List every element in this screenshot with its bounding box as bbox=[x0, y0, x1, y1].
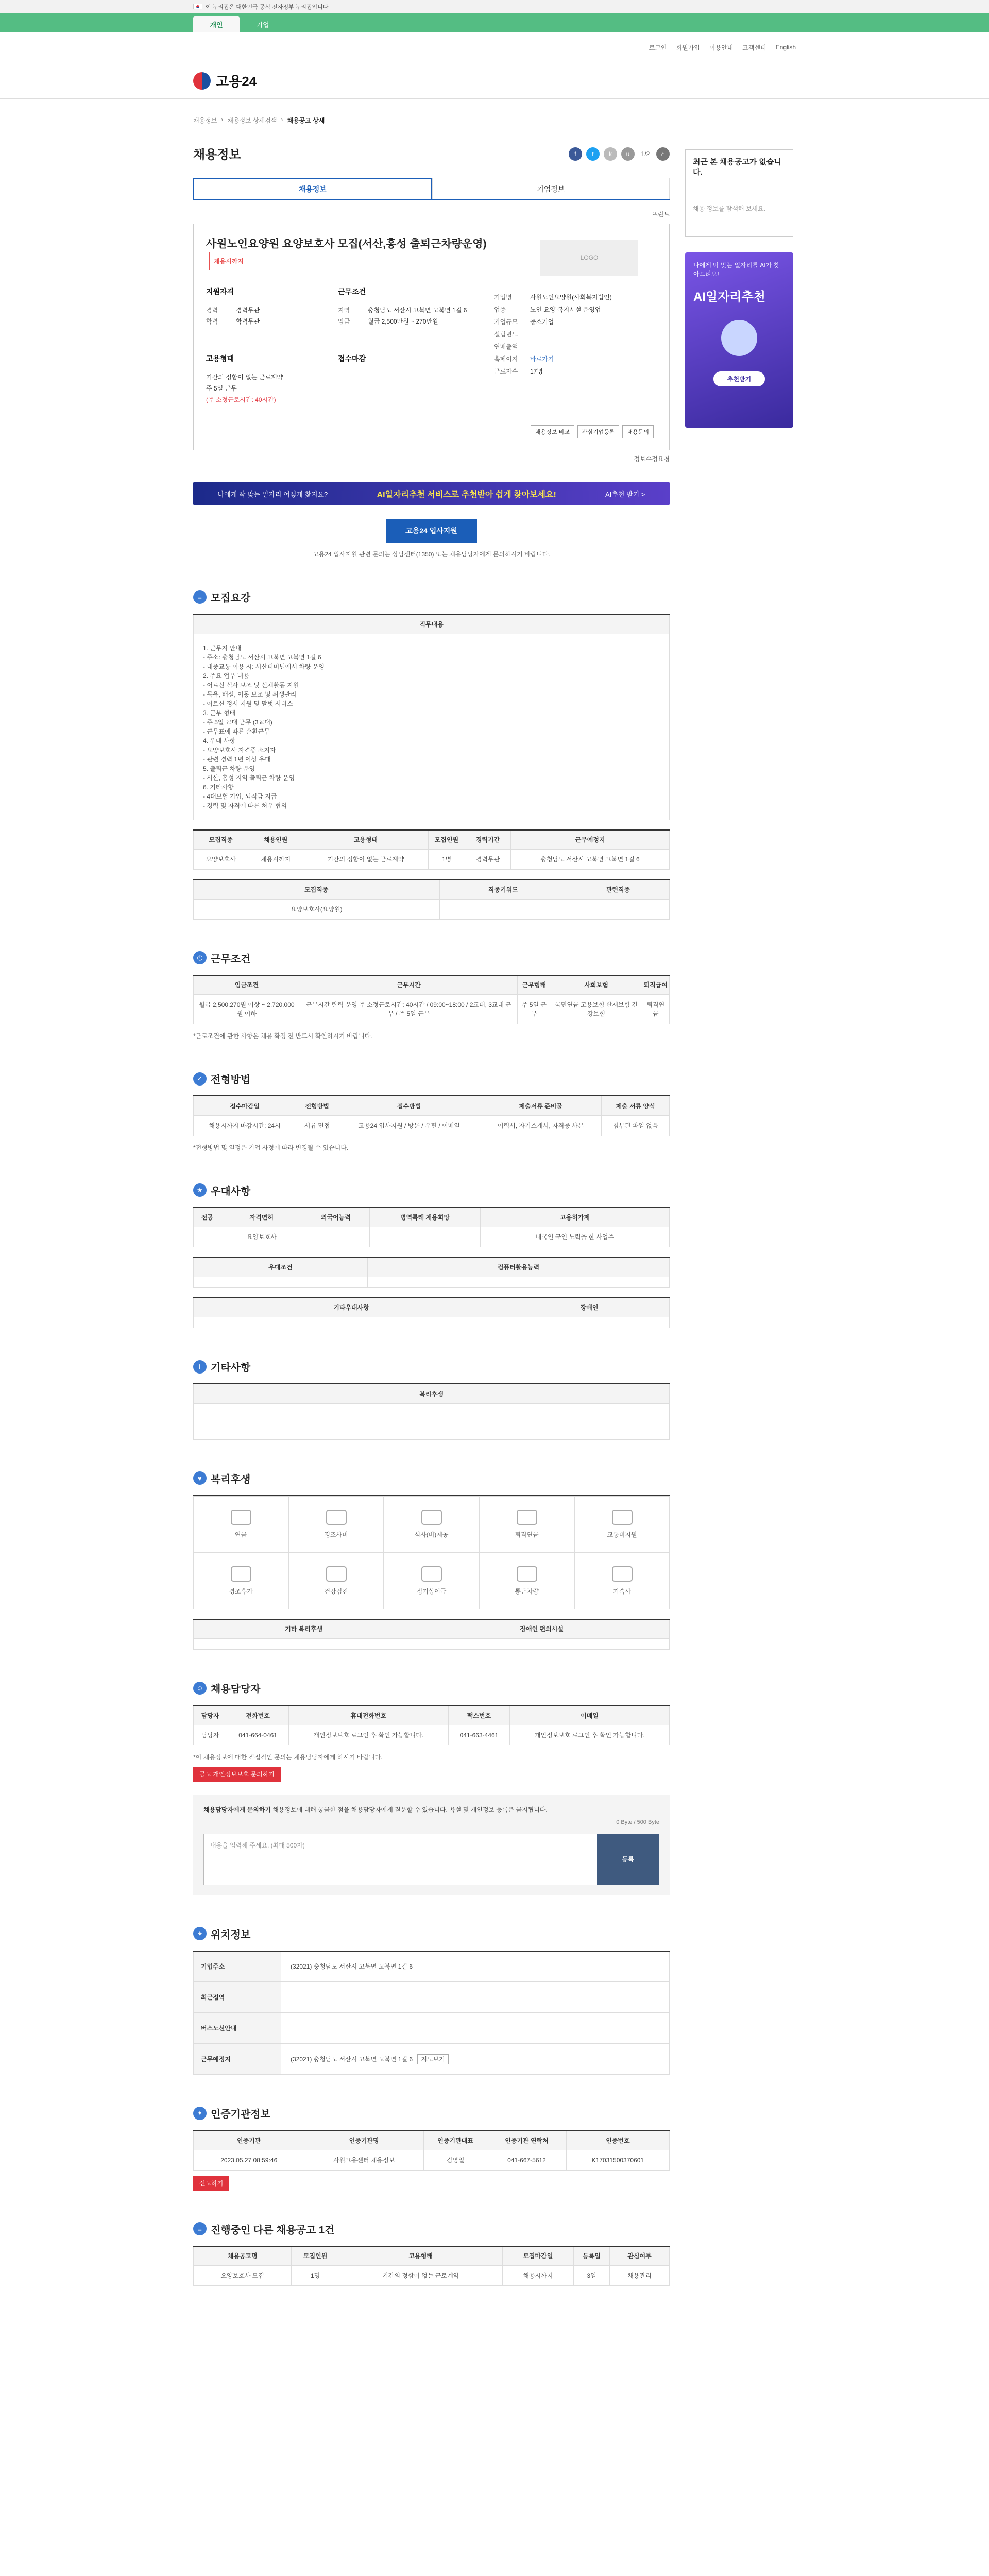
founded-label: 설립년도 bbox=[494, 331, 518, 338]
welfare-icon bbox=[421, 1510, 442, 1525]
tab-company[interactable]: 기업 bbox=[256, 21, 269, 29]
privacy-report-button[interactable]: 공고 개인정보보호 문의하기 bbox=[193, 1767, 281, 1782]
cert-col-2: 인증기관대표 bbox=[423, 2130, 487, 2150]
other-col-2: 고용형태 bbox=[339, 2246, 502, 2266]
korea-flag-icon bbox=[193, 4, 202, 9]
process-col-1: 전형방법 bbox=[296, 1096, 338, 1115]
other-jobs-table bbox=[193, 2246, 670, 2286]
loc-station-value bbox=[281, 1982, 670, 2013]
card-actions bbox=[531, 425, 654, 438]
job-title: 사원노인요양원 요양보호사 모집(서산,홍성 출퇴근차량운영) bbox=[206, 238, 487, 250]
pref3-col-0: 기타우대사항 bbox=[194, 1298, 509, 1317]
welfare-icon bbox=[612, 1566, 633, 1582]
keyword-cell-1 bbox=[439, 899, 567, 919]
recruit-cell-2: 기간의 정함이 없는 근로계약 bbox=[303, 850, 428, 870]
section-recruit-title: 모집요강 bbox=[211, 592, 251, 604]
req-edu-label: 학력 bbox=[206, 318, 218, 325]
pref2-col-1: 컴퓨터활용능력 bbox=[367, 1257, 669, 1277]
welfare-icon bbox=[517, 1566, 537, 1582]
section-preference-title: 우대사항 bbox=[211, 1185, 251, 1197]
welfare-icon bbox=[517, 1510, 537, 1525]
banner-text-a: 나에게 딱 맞는 일자리 어떻게 찾지요? bbox=[217, 490, 328, 498]
process-col-4: 제출 서류 양식 bbox=[602, 1096, 670, 1115]
welfare-item bbox=[193, 1496, 288, 1553]
recruit-col-0: 모집직종 bbox=[194, 830, 248, 850]
cert-col-0: 인증기관 bbox=[194, 2130, 304, 2150]
pin-icon: ⌖ bbox=[193, 1927, 207, 1940]
job-description-table bbox=[193, 614, 670, 820]
keyword-cell-0: 요양보호사(요양원) bbox=[194, 899, 440, 919]
qna-title: 채용담당자에게 문의하기 bbox=[203, 1806, 271, 1814]
process-cell-2: 고용24 입사지원 / 방문 / 우편 / 이메일 bbox=[338, 1115, 480, 1136]
welfare-item bbox=[384, 1496, 479, 1553]
cert-col-1: 인증기관명 bbox=[304, 2130, 423, 2150]
other-cell-1: 1명 bbox=[292, 2266, 339, 2286]
company-name-label: 기업명 bbox=[494, 294, 512, 301]
company-name-value: 사원노인요양원(사회복지법인) bbox=[530, 294, 612, 301]
qna-textarea[interactable]: 내용을 입력해 주세요. (최대 500자) bbox=[210, 1841, 305, 1849]
welfare-item bbox=[193, 1553, 288, 1609]
welfare-icon bbox=[326, 1566, 347, 1582]
contact-cell-3: 041-663-4461 bbox=[448, 1725, 510, 1745]
section-etc bbox=[193, 1359, 670, 1374]
print-button[interactable]: 프린트 bbox=[652, 211, 670, 218]
process-cell-1: 서류 면접 bbox=[296, 1115, 338, 1136]
contact-col-4: 이메일 bbox=[510, 1705, 670, 1725]
cond-area-label: 지역 bbox=[338, 307, 350, 314]
cond-col-4: 퇴직급여 bbox=[642, 975, 669, 995]
section-location-title: 위치정보 bbox=[211, 1929, 251, 1941]
welfare-extra-table bbox=[193, 1619, 670, 1650]
detail-tabs bbox=[193, 178, 670, 200]
other-cell-2: 기간의 정함이 없는 근로계약 bbox=[339, 2266, 502, 2286]
welfare-icon bbox=[612, 1510, 633, 1525]
job-desc-line: 2. 주요 업무 내용 bbox=[203, 672, 249, 680]
banner-cta[interactable]: AI추천 받기 > bbox=[605, 490, 645, 498]
welfare-cell-1 bbox=[414, 1639, 670, 1650]
ai-banner[interactable] bbox=[193, 482, 670, 505]
list-icon: ≡ bbox=[193, 2222, 207, 2235]
job-summary-card bbox=[193, 224, 670, 450]
welfare-grid bbox=[193, 1495, 670, 1609]
loc-work-value: (32021) 충청남도 서산시 고북면 고북면 1길 6 bbox=[291, 2055, 413, 2063]
heart-icon: ♥ bbox=[193, 1471, 207, 1485]
site-header bbox=[0, 63, 989, 99]
qna-input-wrap bbox=[203, 1834, 659, 1885]
recruit-cell-3: 1명 bbox=[428, 850, 465, 870]
welfare-label: 교통비지원 bbox=[607, 1531, 637, 1538]
welfare-item bbox=[288, 1496, 384, 1553]
contact-cell-0: 담당자 bbox=[194, 1725, 227, 1745]
recent-jobs-box bbox=[685, 149, 793, 237]
preference-table-2 bbox=[193, 1257, 670, 1288]
sidebar bbox=[685, 149, 793, 428]
cert-report-button[interactable]: 신고하기 bbox=[193, 2176, 229, 2191]
homepage-label: 홈페이지 bbox=[494, 355, 518, 363]
job-desc-line: 1. 근무지 안내 bbox=[203, 644, 242, 652]
job-desc-line: - 목욕, 배설, 이동 보조 및 위생관리 bbox=[203, 690, 297, 698]
report-link[interactable]: 정보수정요청 bbox=[634, 455, 670, 463]
apply-block bbox=[338, 353, 441, 371]
gov-banner bbox=[0, 0, 989, 13]
other-cell-4: 3일 bbox=[574, 2266, 610, 2286]
pref3-cell-1 bbox=[509, 1317, 670, 1328]
crumb-1[interactable]: 채용정보 bbox=[193, 117, 217, 124]
company-logo: LOGO bbox=[540, 240, 638, 276]
pref-cell-2 bbox=[302, 1227, 370, 1247]
other-col-1: 모집인원 bbox=[292, 2246, 339, 2266]
other-cell-3: 채용시까지 bbox=[502, 2266, 574, 2286]
cert-cell-1: 사원고용센터 채용정보 bbox=[304, 2150, 423, 2170]
pref-cell-0 bbox=[194, 1227, 221, 1247]
loc-bus-value bbox=[281, 2013, 670, 2044]
qna-box bbox=[193, 1795, 670, 1895]
welfare-label: 퇴직연금 bbox=[515, 1531, 539, 1538]
process-col-3: 제출서류 준비물 bbox=[480, 1096, 602, 1115]
section-cert bbox=[193, 2106, 670, 2121]
employees-value: 17명 bbox=[530, 368, 543, 375]
cond-col-3: 사회보험 bbox=[551, 975, 642, 995]
banner-text-b: AI일자리추천 서비스로 추천받아 쉽게 찾아보세요! bbox=[377, 490, 556, 499]
job-desc-header: 직무내용 bbox=[194, 614, 670, 634]
cond-cell-3: 국민연금 고용보험 산재보험 건강보험 bbox=[551, 995, 642, 1024]
employees-label: 근로자수 bbox=[494, 368, 518, 375]
welfare-item bbox=[574, 1553, 670, 1609]
tab-company-info[interactable]: 기업정보 bbox=[432, 178, 670, 199]
cert-cell-3: 041-667-5612 bbox=[487, 2150, 567, 2170]
company-size-value: 중소기업 bbox=[530, 318, 554, 326]
util-english[interactable]: English bbox=[775, 44, 796, 51]
req-exp-label: 경력 bbox=[206, 307, 218, 314]
contact-col-0: 담당자 bbox=[194, 1705, 227, 1725]
home-icon[interactable]: ⌂ bbox=[656, 147, 670, 161]
page-title: 채용정보 bbox=[193, 148, 241, 162]
other-cell-0: 요양보호사 모집 bbox=[194, 2266, 292, 2286]
welfare-col-1: 장애인 편의시설 bbox=[414, 1619, 670, 1639]
other-col-0: 채용공고명 bbox=[194, 2246, 292, 2266]
section-contact bbox=[193, 1681, 670, 1696]
pref2-cell-1 bbox=[367, 1277, 669, 1287]
cond-cell-4: 퇴직연금 bbox=[642, 995, 669, 1024]
contact-col-3: 팩스번호 bbox=[448, 1705, 510, 1725]
process-col-0: 접수마감일 bbox=[194, 1096, 296, 1115]
keyword-col-0: 모집직종 bbox=[194, 879, 440, 899]
pref2-cell-0 bbox=[194, 1277, 368, 1287]
welfare-label: 정기상여금 bbox=[416, 1588, 447, 1595]
taegeuk-logo-icon[interactable] bbox=[193, 72, 211, 90]
preference-table bbox=[193, 1207, 670, 1248]
person-icon: ☺ bbox=[193, 1682, 207, 1695]
util-signup[interactable]: 회원가입 bbox=[676, 44, 700, 52]
preference-table-3 bbox=[193, 1297, 670, 1329]
section-welfare bbox=[193, 1471, 670, 1486]
process-col-2: 접수방법 bbox=[338, 1096, 480, 1115]
recruit-col-2: 고용형태 bbox=[303, 830, 428, 850]
etc-value bbox=[194, 1403, 670, 1439]
cert-cell-0: 2023.05.27 08:59:46 bbox=[194, 2150, 304, 2170]
contact-cell-1: 041-664-0461 bbox=[227, 1725, 289, 1745]
company-size-label: 기업규모 bbox=[494, 318, 518, 326]
apply-button[interactable]: 고용24 입사지원 bbox=[386, 519, 477, 543]
cert-cell-4: K17031500370601 bbox=[566, 2150, 669, 2170]
facebook-icon[interactable]: f bbox=[569, 147, 582, 161]
share-toolbar bbox=[569, 147, 670, 161]
other-col-3: 모집마감일 bbox=[502, 2246, 574, 2266]
req-exp-value: 경력무관 bbox=[236, 307, 260, 314]
breadcrumb: 채용정보 › 채용정보 상세검색 › 채용공고 상세 bbox=[193, 116, 325, 124]
section-welfare-title: 복리후생 bbox=[211, 1473, 251, 1485]
section-preference bbox=[193, 1183, 670, 1198]
job-desc-line: - 관련 경력 1년 이상 우대 bbox=[203, 755, 271, 763]
recruit-cell-1: 채용시까지 bbox=[248, 850, 303, 870]
job-desc-body bbox=[194, 634, 670, 820]
other-col-4: 등록일 bbox=[574, 2246, 610, 2266]
info-icon: i bbox=[193, 1360, 207, 1374]
util-login[interactable]: 로그인 bbox=[649, 44, 667, 52]
pref-cell-3 bbox=[369, 1227, 480, 1247]
cond-cell-1: 근무시간 탄력 운영 주 소정근로시간: 40시간 / 09:00~18:00 / 2교대, 3교대 근무 / 주 5일 근무 bbox=[300, 995, 518, 1024]
welfare-item bbox=[384, 1553, 479, 1609]
map-button[interactable]: 지도보기 bbox=[417, 2054, 448, 2064]
welfare-icon bbox=[326, 1510, 347, 1525]
job-desc-line: - 4대보험 가입, 퇴직금 지급 bbox=[203, 792, 277, 800]
ai-sub: 나에게 딱 맞는 일자리를 AI가 찾아드려요! bbox=[693, 262, 780, 278]
req-heading: 지원자격 bbox=[206, 286, 242, 300]
conditions-table bbox=[193, 975, 670, 1025]
job-desc-line: 3. 근무 형태 bbox=[203, 709, 236, 717]
job-desc-line: - 어르신 정서 지원 및 말벗 서비스 bbox=[203, 700, 293, 707]
section-conditions-title: 근무조건 bbox=[211, 953, 251, 965]
industry-value: 노인 요양 복지시설 운영업 bbox=[530, 306, 601, 313]
recruit-cell-5: 충청남도 서산시 고북면 고북면 1길 6 bbox=[511, 850, 670, 870]
recruit-table bbox=[193, 829, 670, 870]
recruit-cell-4: 경력무관 bbox=[465, 850, 511, 870]
recruit-col-1: 채용인원 bbox=[248, 830, 303, 850]
section-recruit bbox=[193, 589, 670, 604]
cond-col-0: 임금조건 bbox=[194, 975, 300, 995]
tab-personal[interactable]: 개인 bbox=[193, 16, 240, 32]
pref3-cell-0 bbox=[194, 1317, 509, 1328]
pref-col-4: 고용허가제 bbox=[481, 1208, 670, 1227]
loc-addr-value: (32021) 충청남도 서산시 고북면 고북면 1길 6 bbox=[281, 1951, 670, 1982]
url-copy-icon[interactable]: u bbox=[621, 147, 635, 161]
recruit-col-4: 경력기간 bbox=[465, 830, 511, 850]
clock-icon: ◷ bbox=[193, 951, 207, 964]
welfare-label: 건강검진 bbox=[324, 1588, 348, 1595]
crumb-3: 채용공고 상세 bbox=[287, 117, 325, 124]
cond-block bbox=[338, 286, 482, 327]
brand-name[interactable]: 고용24 bbox=[216, 74, 257, 89]
company-info-box bbox=[494, 291, 654, 378]
cond-col-1: 근무시간 bbox=[300, 975, 518, 995]
contact-note: *이 채용정보에 대한 직접적인 문의는 채용담당자에게 하시기 바랍니다. bbox=[193, 1753, 383, 1761]
section-contact-title: 채용담당자 bbox=[211, 1684, 261, 1695]
welfare-col-0: 기타 복리후생 bbox=[194, 1619, 414, 1639]
ai-button[interactable]: 추천받기 bbox=[713, 371, 765, 386]
job-desc-line: - 주소: 충청남도 서산시 고북면 고북면 1길 6 bbox=[203, 653, 321, 661]
section-other-jobs bbox=[193, 2222, 670, 2236]
work-hours-note: (주 소정근로시간: 40시간) bbox=[206, 396, 276, 403]
cert-col-3: 인증기관 연락처 bbox=[487, 2130, 567, 2150]
location-table bbox=[193, 1951, 670, 2075]
contact-cell-4: 개인정보보호 로그인 후 확인 가능합니다. bbox=[510, 1725, 670, 1745]
recruit-col-3: 모집인원 bbox=[428, 830, 465, 850]
page-count: 1/2 bbox=[639, 147, 652, 161]
qna-submit-button[interactable]: 등록 bbox=[597, 1834, 659, 1885]
byte-counter: 0 Byte / 500 Byte bbox=[616, 1819, 659, 1825]
req-edu-value: 학력무관 bbox=[236, 318, 260, 325]
crumb-2[interactable]: 채용정보 상세검색 bbox=[227, 117, 277, 124]
pref-col-3: 병역특례 채용희망 bbox=[369, 1208, 480, 1227]
cond-cell-2: 주 5일 근무 bbox=[518, 995, 551, 1024]
apply-note: 고용24 입사지원 관련 문의는 상담센터(1350) 또는 채용담당자에게 문의하시기 바랍니다. bbox=[313, 551, 550, 558]
type-heading: 고용형태 bbox=[206, 353, 242, 367]
cond-col-2: 근무형태 bbox=[518, 975, 551, 995]
work-type-value: 주 5일 근무 bbox=[206, 385, 237, 392]
welfare-item bbox=[288, 1553, 384, 1609]
section-other-jobs-title: 진행중인 다른 채용공고 1건 bbox=[211, 2224, 335, 2236]
cond-area-value: 충청남도 서산시 고북면 고북면 1길 6 bbox=[368, 307, 467, 314]
welfare-cell-0 bbox=[194, 1639, 414, 1650]
util-cs[interactable]: 고객센터 bbox=[742, 44, 766, 52]
recent-jobs-sub: 채용 정보를 탐색해 보세요. bbox=[693, 205, 765, 212]
etc-header: 복리후생 bbox=[194, 1384, 670, 1403]
inquiry-button[interactable]: 채용문의 bbox=[622, 425, 654, 438]
section-location bbox=[193, 1926, 670, 1941]
job-desc-line: - 대중교통 이용 시: 서산터미널에서 차량 운영 bbox=[203, 663, 325, 670]
job-desc-line: 4. 우대 사항 bbox=[203, 737, 236, 744]
apply-heading: 접수마감 bbox=[338, 353, 374, 367]
qna-desc: 채용정보에 대해 궁금한 점을 채용담당자에게 질문할 수 있습니다. 욕설 및 개인정보 등록은 금지됩니다. bbox=[272, 1806, 548, 1814]
job-desc-line: 6. 기타사항 bbox=[203, 783, 234, 791]
type-value: 기간의 정함이 없는 근로계약 bbox=[206, 374, 283, 381]
recent-jobs-title: 최근 본 채용공고가 없습니다. bbox=[693, 158, 781, 177]
keyword-cell-2 bbox=[567, 899, 670, 919]
section-conditions bbox=[193, 951, 670, 965]
welfare-label: 식사(비)제공 bbox=[414, 1531, 449, 1538]
homepage-link[interactable]: 바로가기 bbox=[530, 355, 554, 363]
list-icon: ≡ bbox=[193, 590, 207, 604]
gov-text: 이 누리집은 대한민국 공식 전자정부 누리집입니다 bbox=[206, 4, 329, 10]
keyword-col-2: 관련직종 bbox=[567, 879, 670, 899]
pref2-col-0: 우대조건 bbox=[194, 1257, 368, 1277]
contact-col-2: 휴대전화번호 bbox=[289, 1705, 449, 1725]
req-block bbox=[206, 286, 325, 327]
section-cert-title: 인증기관정보 bbox=[211, 2109, 270, 2120]
kakao-icon[interactable]: k bbox=[604, 147, 617, 161]
industry-label: 업종 bbox=[494, 306, 506, 313]
pref3-col-1: 장애인 bbox=[509, 1298, 670, 1317]
revenue-label: 연매출액 bbox=[494, 343, 518, 350]
pref-cell-4: 내국인 구인 노력을 한 사업주 bbox=[481, 1227, 670, 1247]
welfare-icon bbox=[231, 1566, 251, 1582]
contact-table bbox=[193, 1705, 670, 1745]
process-cell-3: 이력서, 자기소개서, 자격증 사본 bbox=[480, 1115, 602, 1136]
user-type-bar bbox=[0, 13, 989, 32]
section-etc-title: 기타사항 bbox=[211, 1362, 251, 1374]
process-table bbox=[193, 1095, 670, 1136]
pref-col-1: 자격면허 bbox=[221, 1208, 302, 1227]
cert-cell-2: 김영일 bbox=[423, 2150, 487, 2170]
process-cell-4: 첨부된 파일 없음 bbox=[602, 1115, 670, 1136]
recruit-keyword-table bbox=[193, 879, 670, 920]
conditions-note: *근로조건에 관한 사항은 채용 확정 전 반드시 확인하시기 바랍니다. bbox=[193, 1032, 372, 1040]
loc-work-cell bbox=[281, 2044, 670, 2075]
welfare-icon bbox=[231, 1510, 251, 1525]
section-process-title: 전형방법 bbox=[211, 1074, 251, 1086]
compare-button[interactable]: 채용정보 비교 bbox=[531, 425, 574, 438]
favorite-company-button[interactable]: 관심기업등록 bbox=[577, 425, 620, 438]
welfare-label: 기숙사 bbox=[613, 1588, 631, 1595]
other-cell-5: 채용관리 bbox=[609, 2266, 669, 2286]
loc-station-label: 최근접역 bbox=[194, 1982, 281, 2013]
recruit-cell-0: 요양보호사 bbox=[194, 850, 248, 870]
cert-col-4: 인증번호 bbox=[566, 2130, 669, 2150]
cert-table bbox=[193, 2130, 670, 2171]
welfare-item bbox=[479, 1496, 574, 1553]
twitter-icon[interactable]: t bbox=[586, 147, 600, 161]
pref-cell-1: 요양보호사 bbox=[221, 1227, 302, 1247]
contact-cell-2: 개인정보보호 로그인 후 확인 가능합니다. bbox=[289, 1725, 449, 1745]
cond-pay-value: 월급 2,500만원 ~ 270만원 bbox=[368, 318, 438, 325]
ai-heading: AI일자리추천 bbox=[693, 290, 765, 304]
section-process bbox=[193, 1071, 670, 1086]
job-desc-line: - 주 5일 교대 근무 (3교대) bbox=[203, 718, 272, 726]
loc-addr-label: 기업주소 bbox=[194, 1951, 281, 1982]
cond-pay-label: 임금 bbox=[338, 318, 350, 325]
welfare-label: 통근차량 bbox=[515, 1588, 539, 1595]
welfare-item bbox=[574, 1496, 670, 1553]
badge-icon: ✦ bbox=[193, 2107, 207, 2120]
job-desc-line: 5. 출퇴근 차량 운영 bbox=[203, 765, 255, 772]
welfare-label: 경조사비 bbox=[324, 1531, 348, 1538]
robot-icon bbox=[721, 320, 757, 356]
job-desc-line: - 경력 및 자격에 따른 처우 협의 bbox=[203, 802, 287, 809]
type-block bbox=[206, 353, 330, 405]
tab-job-info[interactable]: 채용정보 bbox=[193, 178, 432, 199]
job-desc-line: - 요양보호사 자격증 소지자 bbox=[203, 746, 276, 754]
process-note: *전형방법 및 일정은 기업 사정에 따라 변경될 수 있습니다. bbox=[193, 1144, 349, 1151]
pref-col-2: 외국어능력 bbox=[302, 1208, 370, 1227]
loc-work-label: 근무예정지 bbox=[194, 2044, 281, 2075]
etc-table bbox=[193, 1383, 670, 1440]
ai-recommend-box[interactable] bbox=[685, 252, 793, 428]
welfare-icon bbox=[421, 1566, 442, 1582]
cond-cell-0: 월급 2,500,270원 이상 ~ 2,720,000원 이하 bbox=[194, 995, 300, 1024]
job-desc-line: - 어르신 식사 보조 및 신체활동 지원 bbox=[203, 681, 299, 689]
welfare-label: 경조휴가 bbox=[229, 1588, 253, 1595]
loc-bus-label: 버스노선안내 bbox=[194, 2013, 281, 2044]
pref-col-0: 전공 bbox=[194, 1208, 221, 1227]
cond-heading: 근무조건 bbox=[338, 286, 374, 300]
utility-nav bbox=[0, 32, 989, 63]
contact-col-1: 전화번호 bbox=[227, 1705, 289, 1725]
star-icon: ★ bbox=[193, 1183, 207, 1197]
process-cell-0: 채용시까지 마감시간: 24시 bbox=[194, 1115, 296, 1136]
recruit-col-5: 근무예정지 bbox=[511, 830, 670, 850]
welfare-item bbox=[479, 1553, 574, 1609]
process-icon: ✓ bbox=[193, 1072, 207, 1086]
welfare-label: 연금 bbox=[234, 1531, 247, 1538]
main-content bbox=[193, 144, 670, 2286]
job-desc-line: - 근무표에 따른 순환근무 bbox=[203, 727, 270, 735]
keyword-col-1: 직종키워드 bbox=[439, 879, 567, 899]
util-guide[interactable]: 이용안내 bbox=[709, 44, 734, 52]
job-desc-line: - 서산, 홍성 지역 출퇴근 차량 운영 bbox=[203, 774, 295, 782]
deadline-badge: 채용시까지 bbox=[209, 252, 248, 270]
other-col-5: 관심여부 bbox=[609, 2246, 669, 2266]
